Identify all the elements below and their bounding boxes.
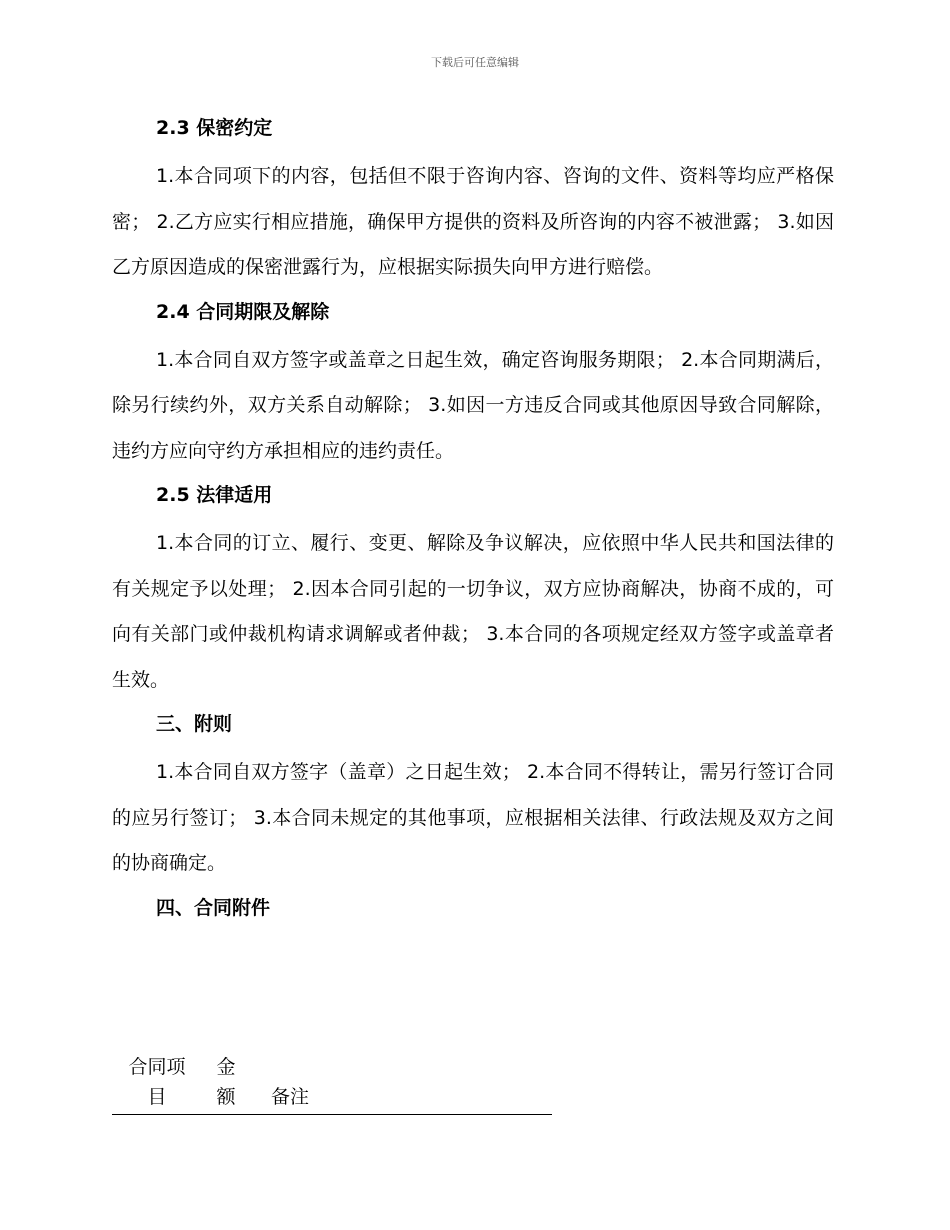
section-heading: 2.4 合同期限及解除 xyxy=(156,300,330,323)
column-header-line: 额 xyxy=(216,1086,236,1108)
attachment-table xyxy=(112,1052,552,1114)
column-header-line: 备注 xyxy=(270,1086,309,1108)
section-heading: 三、附则 xyxy=(156,713,233,735)
section-confidentiality xyxy=(112,110,834,291)
attachment-table-grid xyxy=(112,1052,330,1114)
section-paragraph: 1.本合同自双方签字或盖章之日起生效，确定咨询服务期限； 2.本合同期满后，除另行续约外，双方关系自动解除； 3.如因一方违反合同或其他原因导致合同解除，违约方应向守约方承担相应的违约责任。 xyxy=(112,348,834,462)
section-heading: 2.5 法律适用 xyxy=(156,484,273,506)
section-paragraph: 1.本合同的订立、履行、变更、解除及争议解决，应依照中华人民共和国法律的有关规定予以处理； 2.因本合同引起的一切争议，双方应协商解决，协商不成的，可向有关部门或仲裁机构请求调解或者仲裁； 3.本合同的各项规定经双方签字或盖章者生效。 xyxy=(112,532,834,691)
document-body xyxy=(112,110,834,934)
table-rule xyxy=(112,1114,552,1115)
section-heading: 2.3 保密约定 xyxy=(156,117,273,139)
section-governing-law xyxy=(112,477,834,703)
page-header: 下载后可任意编辑 xyxy=(431,56,519,69)
section-term-termination xyxy=(112,294,834,475)
section-paragraph: 1.本合同项下的内容，包括但不限于咨询内容、咨询的文件、资料等均应严格保密； 2.乙方应实行相应措施，确保甲方提供的资料及所咨询的内容不被泄露； 3.如因乙方原因造成的保密泄露行为，应根据实际损失向甲方进行赔偿。 xyxy=(112,165,834,278)
section-heading: 四、合同附件 xyxy=(156,896,271,919)
column-header-note xyxy=(250,1052,330,1114)
table-header-row xyxy=(112,1052,330,1114)
column-header-line: 合同项 xyxy=(128,1056,186,1078)
column-header-amount xyxy=(202,1052,250,1114)
column-header-item xyxy=(112,1052,202,1114)
column-header-line: 目 xyxy=(147,1086,167,1108)
section-attachments xyxy=(112,890,834,926)
section-supplementary xyxy=(112,706,834,887)
section-paragraph: 1.本合同自双方签字（盖章）之日起生效； 2.本合同不得转让，需另行签订合同的应另行签订； 3.本合同未规定的其他事项，应根据相关法律、行政法规及双方之间的协商确定。 xyxy=(112,761,834,874)
column-header-line: 金 xyxy=(216,1056,236,1078)
